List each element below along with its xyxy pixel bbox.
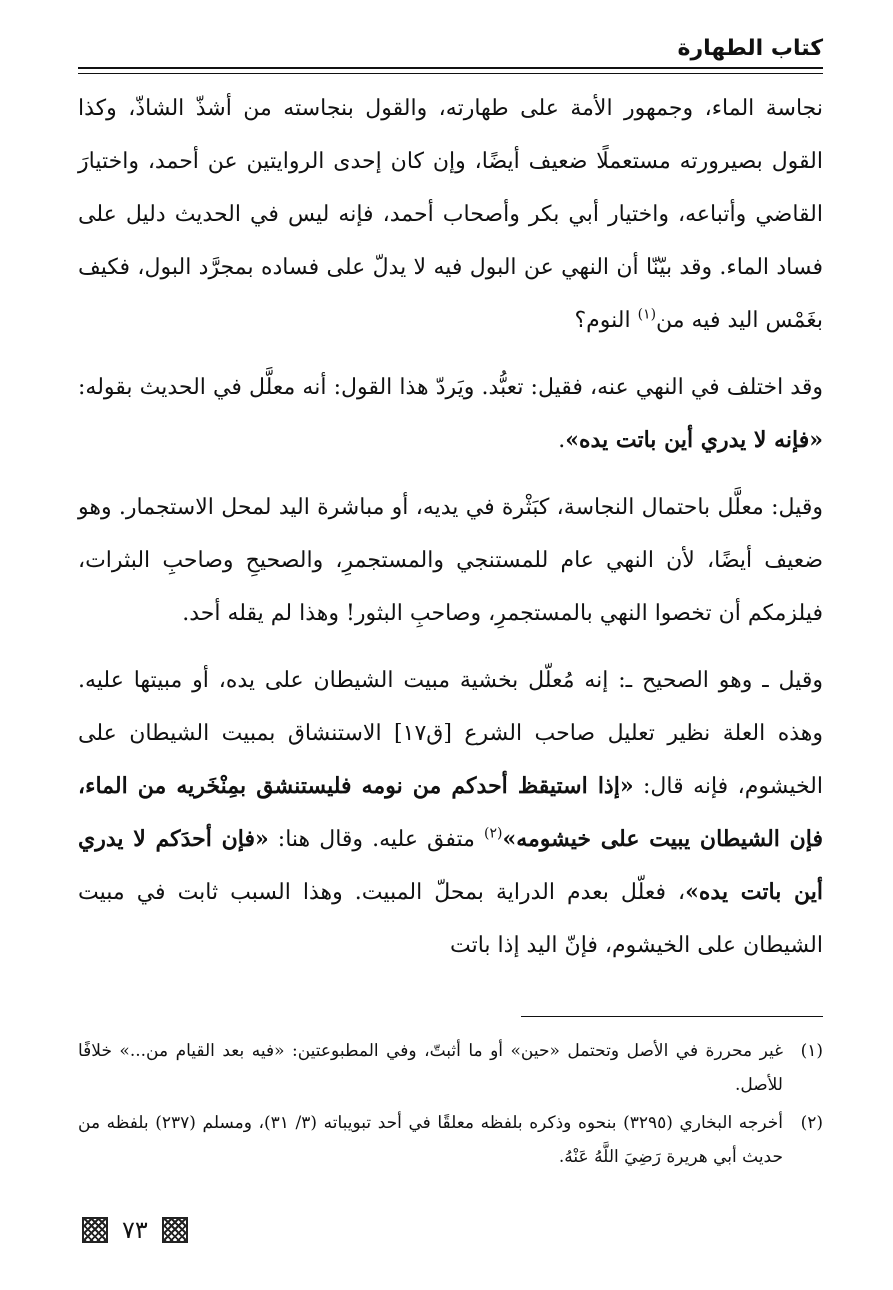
paragraph-text: وقيل: معلَّل باحتمال النجاسة، كبَثْرة في يديه، أو مباشرة اليد لمحل الاستجمار. وهو ضعيف أيضًا، لأن النهي عام للمستنجي والمستجمرِ، والصحيحِ وصاحبِ البثرات، فيلزمكم أن تخصوا النهي بالمستجمرِ، وصاحبِ البثور! وهذا لم يقله أحد.	[78, 495, 823, 626]
page-number: ٧٣	[122, 1216, 148, 1244]
footnote-separator	[521, 1016, 823, 1017]
paragraph-text: .	[558, 428, 566, 453]
paragraph-1	[78, 82, 823, 347]
paragraph-text: ، فعلّل بعدم الدراية بمحلّ المبيت. وهذا السبب ثابت في مبيت الشيطان على الخيشوم، فإنّ اليد إذا باتت	[78, 880, 823, 958]
paragraph-text: نجاسة الماء، وجمهور الأمة على طهارته، والقول بنجاسته من أشذّ الشاذّ، وكذا القول بصيرورته مستعملًا ضعيف أيضًا، وإن كان إحدى الروايتين عن أحمد، واختيارَ القاضي وأتباعه، واختيار أبي بكر وأصحاب أحمد، فإنه ليس في الحديث دليل على فساد الماء. وقد بيّنّا أن النهي عن البول فيه لا يدلّ على فساده بمجرَّد البول، فكيف بغَمْس اليد فيه من	[78, 96, 823, 333]
running-header: كتاب الطهارة	[677, 36, 823, 61]
header-rule-thick	[78, 67, 823, 69]
paragraph-text: متفق عليه. وقال هنا:	[268, 827, 484, 852]
footnote-ref-2[interactable]: (٢)	[483, 825, 503, 842]
footnote-text: غير محررة في الأصل وتحتمل «حين» أو ما أثبتّ، وفي المطبوعتين: «فيه بعد القيام من...» خلافًا للأصل.	[78, 1041, 783, 1095]
footnote-number: (٢)	[800, 1113, 823, 1133]
footnotes	[78, 1034, 823, 1178]
footnote-text: أخرجه البخاري (٣٢٩٥) بنحوه وذكره بلفظه معلقًا في أحد تبويباته (٣/ ٣١)، ومسلم (٢٣٧) بلفظه من حديث أبي هريرة رَضِيَ اللَّهُ عَنْهُ.	[78, 1113, 783, 1167]
ornament-square-icon	[82, 1217, 108, 1243]
hadith-quote: «فإن أحدَكم لا يدري أين باتت يده»	[78, 826, 823, 905]
page-folio	[82, 1212, 188, 1248]
footnote-ref-1[interactable]: (١)	[637, 306, 657, 323]
paragraph-text: النوم؟	[574, 308, 638, 333]
paragraph-3	[78, 481, 823, 640]
hadith-quote: «فإنه لا يدري أين باتت يده»	[565, 427, 823, 453]
paragraph-4	[78, 654, 823, 972]
ornament-square-icon	[162, 1217, 188, 1243]
hadith-quote: «إذا استيقظ أحدكم من نومه فليستنشق بمِنْخَريه من الماء، فإن الشيطان يبيت على خيشومه»	[78, 773, 824, 852]
main-text	[78, 82, 823, 972]
header-rule-thin	[78, 73, 823, 74]
paragraph-text: وقيل ـ وهو الصحيح ـ: إنه مُعلّل بخشية مبيت الشيطان على يده، أو مبيتها عليه. وهذه العلة نظير تعليل صاحب الشرع [ق١٧] الاستنشاق بمبيت الشيطان على الخيشوم، فإنه قال:	[78, 668, 823, 799]
paragraph-2	[78, 361, 823, 467]
footnote-2	[78, 1106, 823, 1174]
footnote-1	[78, 1034, 823, 1102]
paragraph-text: وقد اختلف في النهي عنه، فقيل: تعبُّد. ويَردّ هذا القول: أنه معلَّل في الحديث بقوله:	[78, 375, 823, 400]
footnote-number: (١)	[800, 1041, 823, 1061]
